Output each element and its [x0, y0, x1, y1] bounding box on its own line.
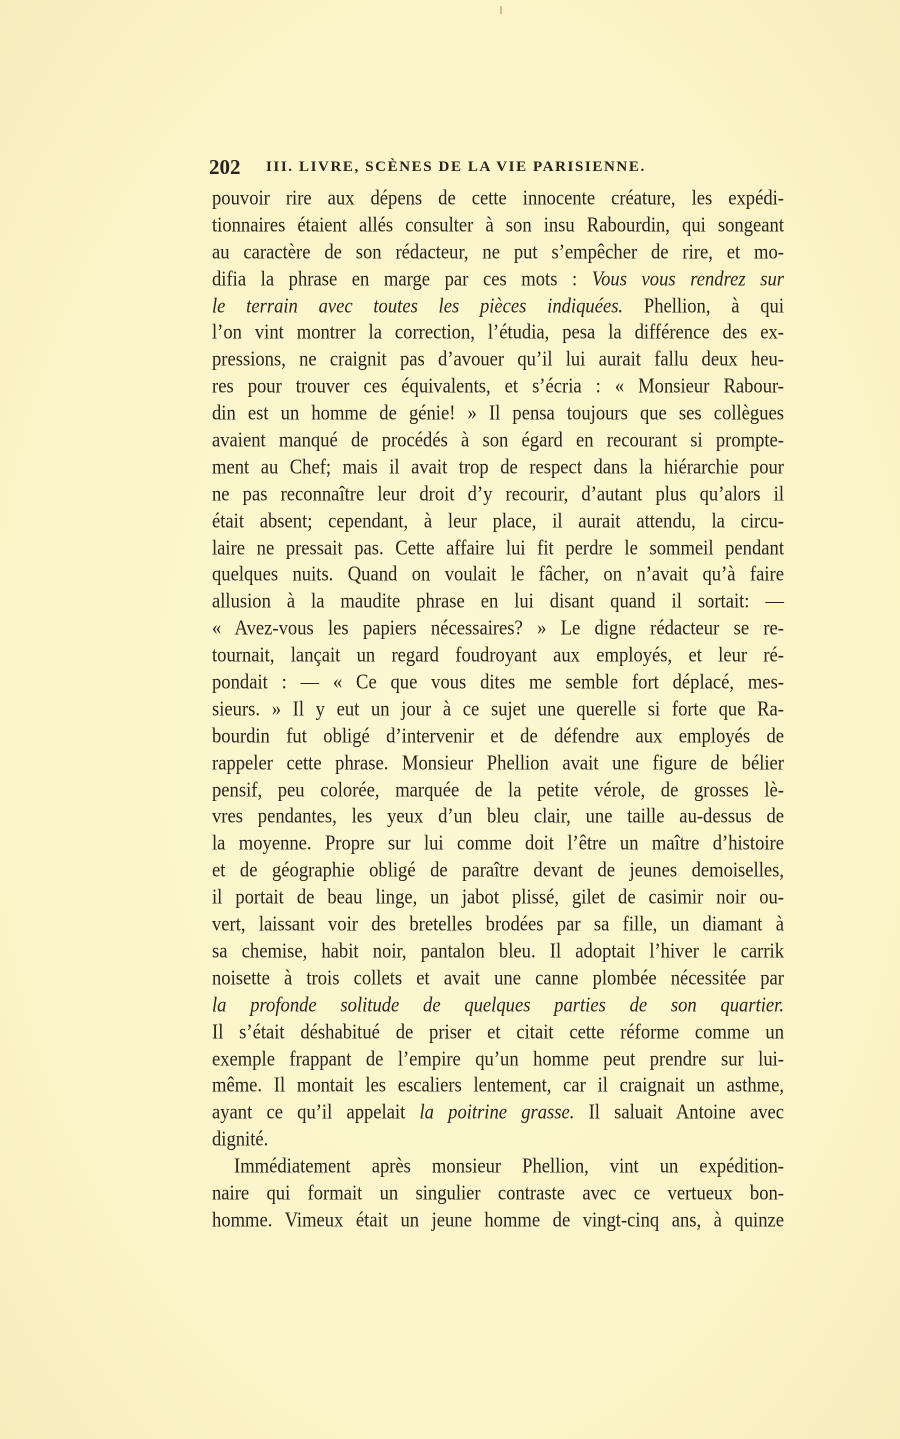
text-line	[212, 964, 784, 994]
text-segment: Il s’était déshabitué de priser et citait cette réforme comme un	[212, 1020, 784, 1044]
text-line	[212, 722, 784, 752]
running-header	[209, 155, 789, 183]
text-segment: homme. Vimeux était un jeune homme de vingt-cinq ans, à quinze	[212, 1208, 784, 1232]
italic-text: le terrain avec toutes les pièces indiquées.	[212, 294, 624, 318]
text-segment: allusion à la maudite phrase en lui disant quand il sortait: —	[212, 589, 784, 614]
text-segment: naire qui formait un singulier contraste avec ce vertueux bon-	[212, 1181, 784, 1206]
text-line	[212, 507, 784, 537]
text-segment: ment au Chef; mais il avait trop de respect dans la hiérarchie pour	[212, 455, 784, 480]
text-segment: Il saluait Antoine avec	[574, 1100, 784, 1125]
text-segment: noisette à trois collets et avait une canne plombée nécessitée par	[212, 966, 784, 990]
text-segment: laire ne pressait pas. Cette affaire lui fit perdre le sommeil pendant	[212, 536, 784, 560]
text-segment: quelques nuits. Quand on voulait le fâcher, on n’avait qu’à faire	[212, 563, 784, 587]
text-line	[212, 1206, 784, 1236]
text-segment: la moyenne. Propre sur lui comme doit l’être un maître d’histoire	[212, 832, 784, 856]
text-segment: « Avez-vous les papiers nécessaires? » Le digne rédacteur se re-	[212, 616, 784, 641]
italic-text: la profonde solitude de quelques parties de son quartier.	[212, 993, 784, 1017]
text-segment: Immédiatement après monsieur Phellion, vint un expédition-	[234, 1154, 784, 1179]
text-segment: pondait : — « Ce que vous dites me semble fort déplacé, mes-	[212, 670, 784, 695]
text-line	[212, 1072, 784, 1102]
text-segment: dignité.	[212, 1127, 269, 1152]
text-line	[212, 991, 784, 1021]
text-line	[212, 238, 784, 268]
text-line	[212, 830, 784, 860]
text-line	[212, 884, 784, 914]
text-segment: din est un homme de génie! » Il pensa toujours que ses collègues	[212, 401, 784, 426]
text-line	[212, 1152, 784, 1182]
text-line	[212, 857, 784, 887]
text-segment: même. Il montait les escaliers lentement, car il craignait un asthme,	[212, 1074, 784, 1098]
text-segment: ayant ce qu’il appelait	[212, 1100, 420, 1125]
running-title: III. LIVRE, SCÈNES DE LA VIE PARISIENNE.	[266, 159, 646, 175]
text-segment: vert, laissant voir des bretelles brodées par sa fille, un diamant à	[212, 912, 784, 937]
text-line	[212, 453, 784, 483]
text-segment: et de géographie obligé de paraître devant de jeunes demoiselles,	[212, 858, 784, 883]
text-line	[212, 211, 784, 241]
italic-text: Vous vous rendrez sur	[591, 267, 784, 291]
text-segment: res pour trouver ces équivalents, et s’écria : « Monsieur Rabour-	[212, 374, 784, 399]
body-text	[212, 186, 784, 1235]
text-line	[212, 695, 784, 725]
text-segment: pensif, peu colorée, marquée de la petite vérole, de grosses lè-	[212, 778, 784, 802]
text-segment: pouvoir rire aux dépens de cette innocente créature, les expédi-	[212, 186, 784, 211]
scan-mark	[500, 6, 502, 14]
text-segment: pressions, ne craignit pas d’avouer qu’il lui aurait fallu deux heu-	[212, 347, 784, 372]
text-line	[212, 937, 784, 967]
text-segment: vres pendantes, les yeux d’un bleu clair, une taille au-dessus de	[212, 805, 784, 829]
text-line	[212, 642, 784, 672]
text-segment: Phellion, à qui	[623, 294, 784, 318]
text-segment: exemple frappant de l’empire qu’un homme peut prendre sur lui-	[212, 1047, 784, 1071]
text-line	[212, 588, 784, 618]
text-line	[212, 426, 784, 456]
text-segment: l’on vint montrer la correction, l’étudia, pesa la différence des ex-	[212, 321, 784, 345]
text-segment: avaient manqué de procédés à son égard en recourant si prompte-	[212, 428, 784, 453]
text-line	[212, 480, 784, 510]
text-line	[212, 265, 784, 295]
text-segment: était absent; cependant, à leur place, il aurait attendu, la circu-	[212, 509, 784, 533]
text-segment: ne pas reconnaître leur droit d’y recourir, d’autant plus qu’alors il	[212, 482, 784, 506]
text-line	[212, 373, 784, 403]
page-number: 202	[209, 155, 241, 179]
text-segment: sieurs. » Il y eut un jour à ce sujet une querelle si forte que Ra-	[212, 697, 784, 722]
text-segment: rappeler cette phrase. Monsieur Phellion avait une figure de bélier	[212, 751, 784, 775]
text-line	[212, 615, 784, 645]
text-line	[212, 668, 784, 698]
text-segment: tionnaires étaient allés consulter à son insu Rabourdin, qui songeant	[212, 213, 784, 238]
text-line	[212, 1126, 784, 1156]
text-line	[212, 749, 784, 779]
text-segment: bourdin fut obligé d’intervenir et de défendre aux employés de	[212, 724, 784, 748]
text-line	[212, 400, 784, 430]
text-segment: il portait de beau linge, un jabot plissé, gilet de casimir noir ou-	[212, 885, 784, 910]
text-line	[212, 910, 784, 940]
text-line	[212, 1179, 784, 1209]
text-segment: sa chemise, habit noir, pantalon bleu. Il adoptait l’hiver le carrik	[212, 939, 784, 964]
text-segment: au caractère de son rédacteur, ne put s’empêcher de rire, et mo-	[212, 240, 784, 264]
text-segment: tournait, lançait un regard foudroyant aux employés, et leur ré-	[212, 643, 784, 668]
text-segment: difia la phrase en marge par ces mots :	[212, 267, 592, 291]
text-line	[212, 184, 784, 214]
text-line	[212, 1018, 784, 1048]
italic-text: la poitrine grasse.	[419, 1100, 575, 1125]
text-line	[212, 1099, 784, 1129]
text-line	[212, 346, 784, 376]
